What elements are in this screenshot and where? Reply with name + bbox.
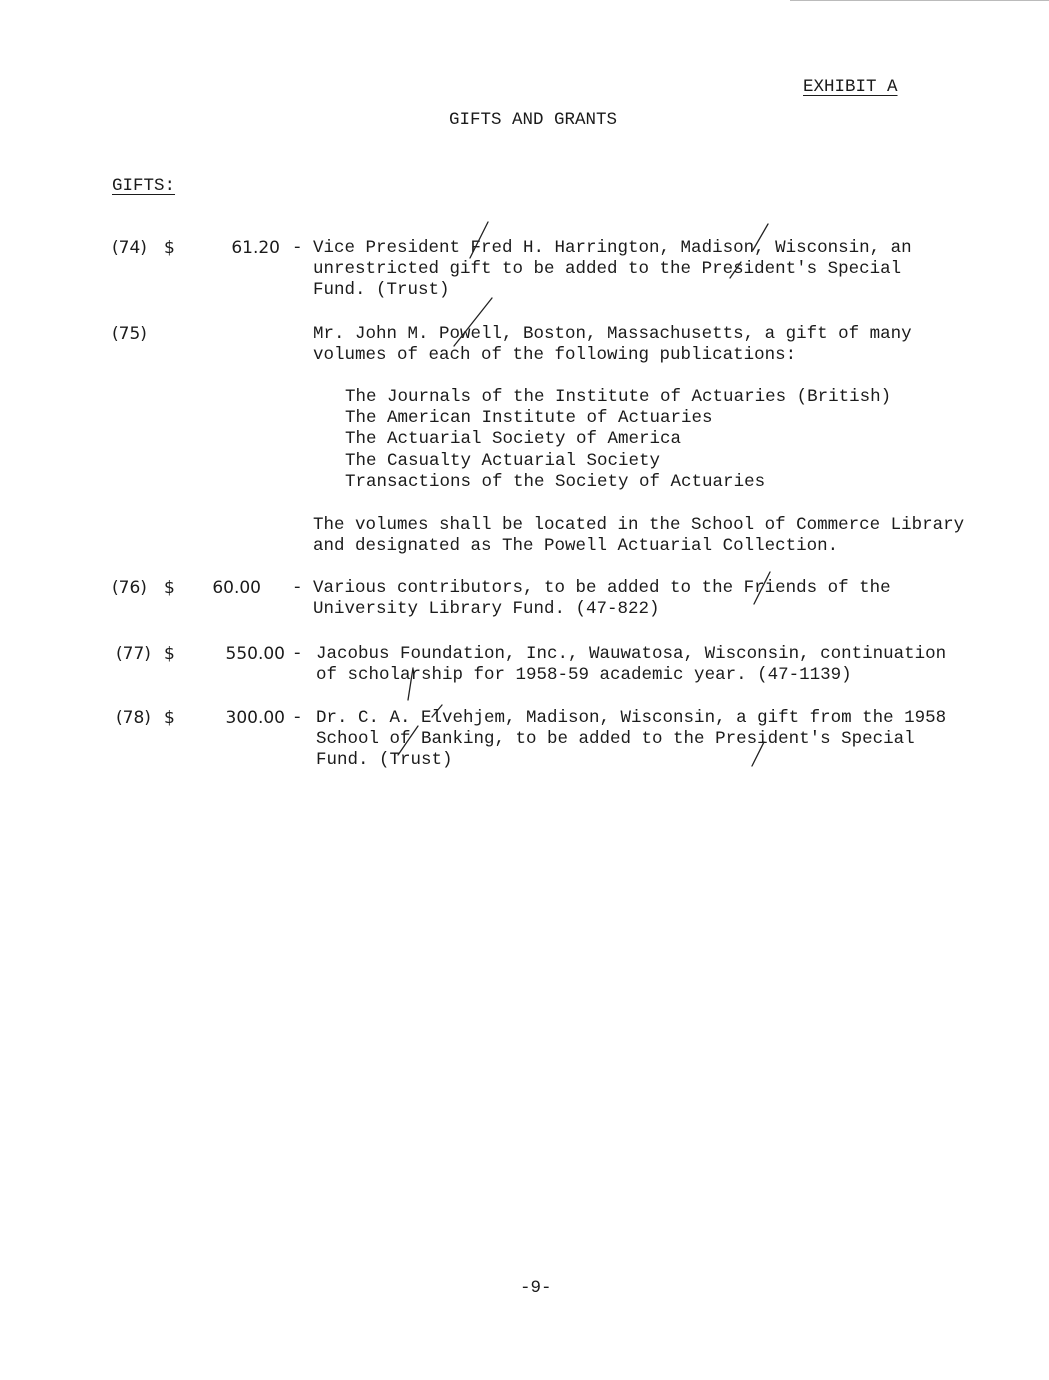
entry-number: (76) [112,578,147,598]
entry-line: of scholarship for 1958-59 academic year. (47-1139) [316,665,852,685]
publication-item: The Actuarial Society of America [345,429,682,449]
entry-line: Fund. (Trust) [316,750,453,770]
entry-number: (78) [116,708,151,728]
entry-dash: - [292,238,303,258]
entry-dash: - [292,644,303,664]
entry-line: School of Banking, to be added to the President's Special [316,729,915,749]
entry-dash: - [292,708,303,728]
publication-item: The Journals of the Institute of Actuaries (British) [345,387,892,407]
top-edge-line [790,0,1049,1]
entry-line: unrestricted gift to be added to the President's Special [313,259,902,279]
currency-symbol: $ [164,708,175,728]
entry-number: (74) [112,238,147,258]
page-title: GIFTS AND GRANTS [449,110,618,130]
entry-line: Fund. (Trust) [313,280,450,300]
entry-amount: 60.00 [212,578,261,598]
publication-item: The Casualty Actuarial Society [345,451,661,471]
publication-item: The American Institute of Actuaries [345,408,713,428]
entry-line: volumes of each of the following publications: [313,345,797,365]
entry-line: Jacobus Foundation, Inc., Wauwatosa, Wisconsin, continuation [316,644,947,664]
currency-symbol: $ [164,578,175,598]
section-heading: GIFTS: [112,176,176,196]
entry-line: The volumes shall be located in the School of Commerce Library [313,515,965,535]
entry-amount: 61.20 [231,238,280,258]
entry-line: University Library Fund. (47-822) [313,599,660,619]
entry-line: Vice President Fred H. Harrington, Madison, Wisconsin, an [313,238,912,258]
page-number: -9- [520,1278,552,1298]
entry-line: Dr. C. A. Elvehjem, Madison, Wisconsin, a gift from the 1958 [316,708,947,728]
currency-symbol: $ [164,644,175,664]
entry-dash: - [292,578,303,598]
entry-line: Various contributors, to be added to the Friends of the [313,578,891,598]
entry-number: (75) [112,324,147,344]
entry-amount: 300.00 [225,708,285,728]
entry-amount: 550.00 [225,644,285,664]
currency-symbol: $ [164,238,175,258]
entry-line: Mr. John M. Powell, Boston, Massachusetts, a gift of many [313,324,912,344]
exhibit-label: EXHIBIT A [803,77,898,97]
entry-number: (77) [116,644,151,664]
entry-line: and designated as The Powell Actuarial Collection. [313,536,839,556]
publication-item: Transactions of the Society of Actuaries [345,472,766,492]
